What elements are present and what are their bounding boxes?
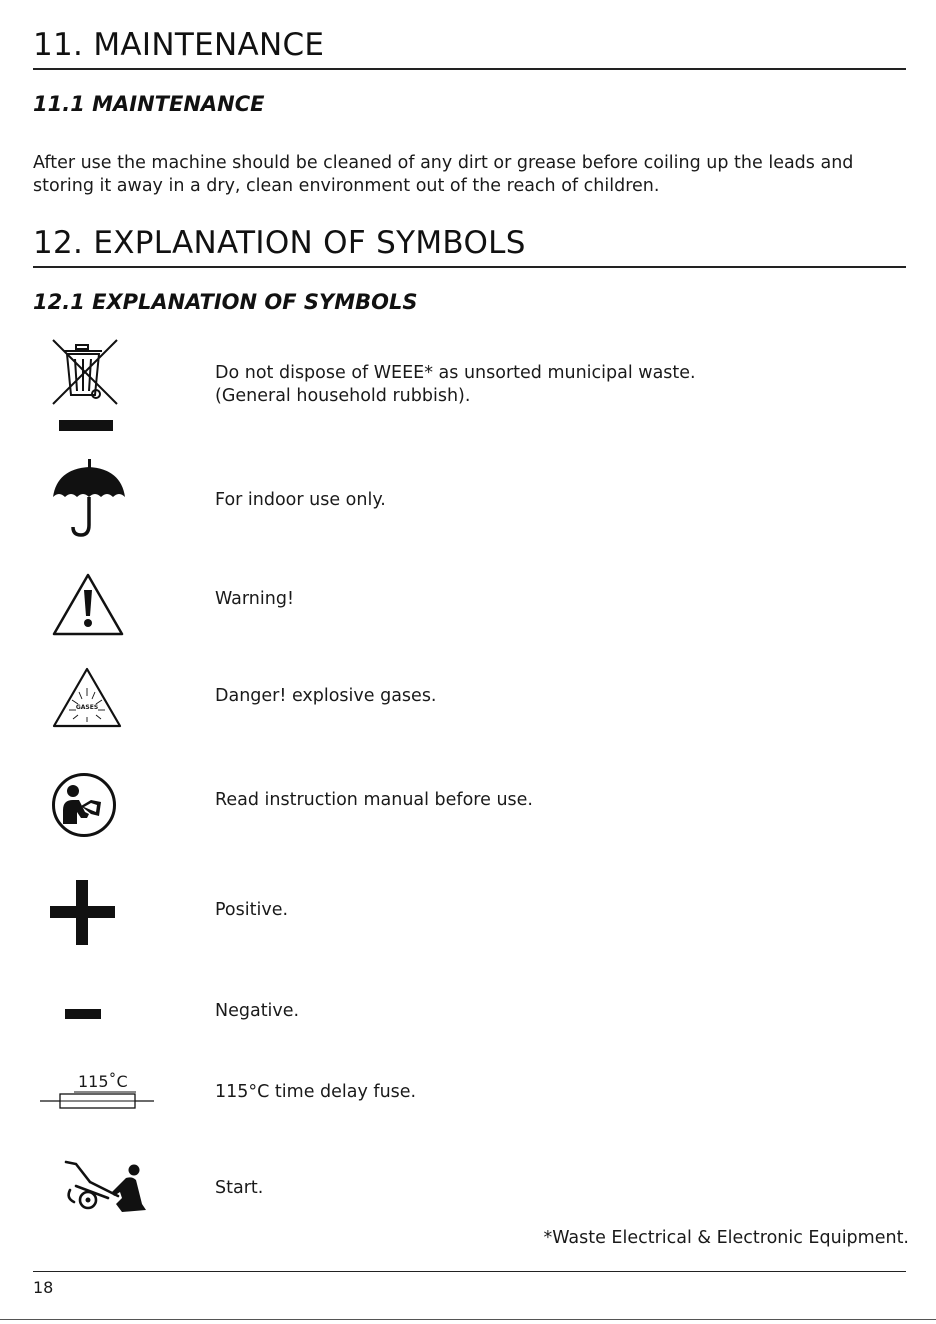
weee-crossed-bin-icon — [50, 337, 122, 435]
explosive-gases-icon — [51, 666, 123, 728]
symbol-label-explosive: Danger! explosive gases. — [215, 686, 437, 706]
read-manual-icon — [51, 772, 117, 838]
explosive-gases-icon-text: GASES — [75, 704, 99, 711]
minus-icon — [65, 1009, 101, 1019]
symbol-label-indoor: For indoor use only. — [215, 490, 386, 510]
symbol-label-positive: Positive. — [215, 900, 289, 920]
umbrella-icon — [51, 459, 127, 537]
section-12-rule — [33, 266, 906, 268]
page-edge-rule — [0, 1319, 936, 1320]
warning-triangle-icon — [51, 572, 125, 636]
weee-footnote: *Waste Electrical & Electronic Equipment. — [543, 1228, 909, 1248]
mower-start-icon — [62, 1158, 148, 1216]
symbol-label-start: Start. — [215, 1178, 264, 1198]
symbol-label-weee: Do not dispose of WEEE* as unsorted municipal waste. (General household rubbish). — [215, 363, 696, 406]
section-12-heading: 12. EXPLANATION OF SYMBOLS — [33, 225, 526, 261]
footer-rule — [33, 1271, 906, 1272]
page-number: 18 — [33, 1278, 54, 1297]
section-11-heading: 11. MAINTENANCE — [33, 27, 325, 63]
symbol-label-negative: Negative. — [215, 1001, 300, 1021]
symbol-label-fuse: 115°C time delay fuse. — [215, 1082, 417, 1102]
symbol-label-warning: Warning! — [215, 589, 294, 609]
symbol-label-manual: Read instruction manual before use. — [215, 790, 533, 810]
section-11-rule — [33, 68, 906, 70]
fuse-icon-text: 115˚C — [78, 1072, 128, 1091]
section-12-1-subheading: 12.1 EXPLANATION OF SYMBOLS — [33, 290, 418, 314]
fuse-icon — [40, 1072, 154, 1112]
section-11-1-subheading: 11.1 MAINTENANCE — [33, 92, 265, 116]
maintenance-paragraph: After use the machine should be cleaned of any dirt or grease before coiling up the leads and storing it away in a dry, clean environment out of the reach of children. — [33, 153, 854, 196]
plus-icon — [50, 880, 116, 946]
